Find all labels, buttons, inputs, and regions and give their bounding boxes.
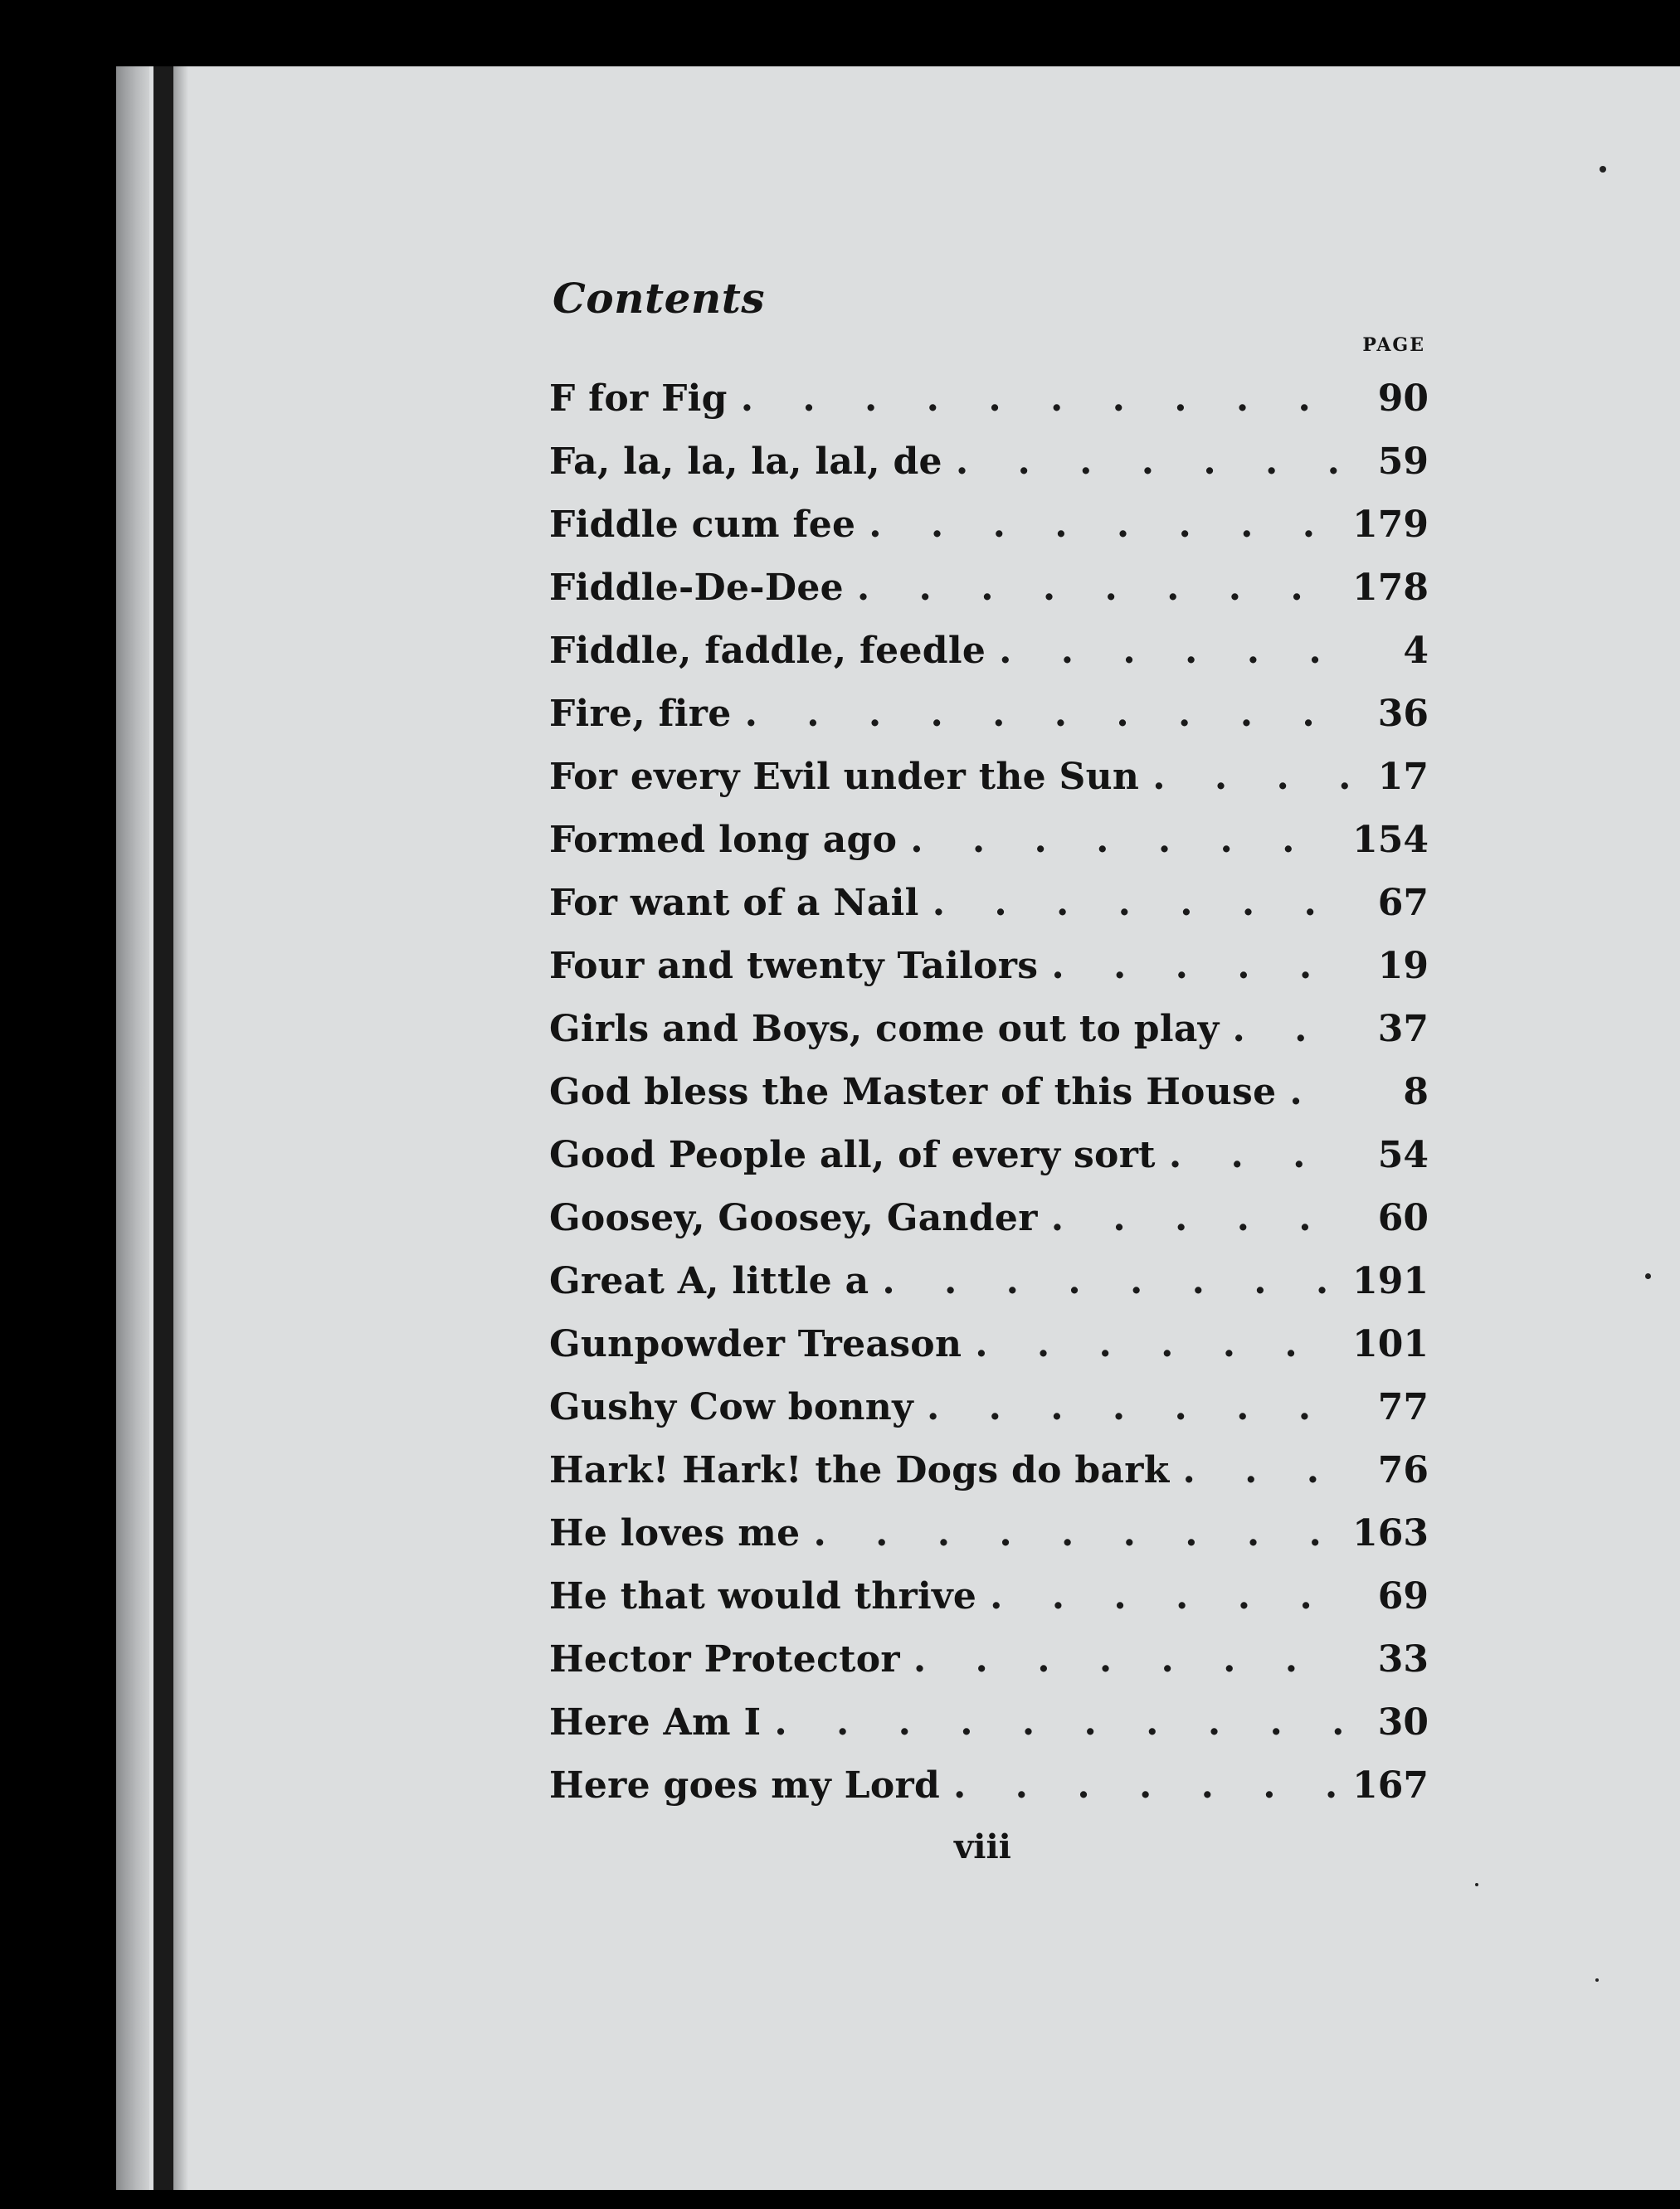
- entry-page-number: 19: [1377, 945, 1429, 987]
- entry-page-number: 36: [1377, 693, 1429, 735]
- binding-shadow: [173, 66, 188, 2190]
- dot-leader: [927, 1376, 1349, 1439]
- entry-page-number: 101: [1352, 1323, 1429, 1365]
- entry-title: He loves me: [549, 1512, 801, 1555]
- entry-page-number: 33: [1377, 1638, 1429, 1681]
- dot-leader: [1183, 1439, 1349, 1502]
- page-column-label: PAGE: [1362, 334, 1425, 356]
- contents-entry: [549, 494, 1429, 557]
- entry-page-number: 67: [1377, 882, 1429, 924]
- contents-entry: [549, 872, 1429, 935]
- dot-leader: [1233, 998, 1349, 1061]
- entry-title: For want of a Nail: [549, 882, 919, 924]
- dot-leader: [745, 683, 1349, 746]
- contents-entry: [549, 809, 1429, 872]
- binding-rule: [153, 66, 173, 2190]
- dot-leader: [910, 809, 1339, 872]
- entry-page-number: 54: [1377, 1134, 1429, 1176]
- table-of-contents: [549, 274, 1429, 1817]
- dot-leader: [990, 1565, 1349, 1628]
- contents-entry: [549, 1691, 1429, 1754]
- entry-title: God bless the Master of this House: [549, 1071, 1277, 1113]
- dot-leader: [975, 1313, 1339, 1376]
- contents-entry: [549, 1313, 1429, 1376]
- dot-leader: [869, 494, 1339, 557]
- dot-leader: [1169, 1124, 1349, 1187]
- entry-title: Here Am I: [549, 1701, 762, 1744]
- entry-title: For every Evil under the Sun: [549, 756, 1140, 798]
- entry-title: Fiddle-De-Dee: [549, 567, 844, 609]
- dot-leader: [999, 620, 1349, 683]
- entry-page-number: 163: [1352, 1512, 1429, 1555]
- contents-entry: [549, 557, 1429, 620]
- entry-page-number: 178: [1352, 567, 1429, 609]
- dot-leader: [774, 1691, 1349, 1754]
- entry-page-number: 69: [1377, 1575, 1429, 1618]
- contents-entry: [549, 1061, 1429, 1124]
- entry-title: Four and twenty Tailors: [549, 945, 1039, 987]
- dot-leader: [1051, 1187, 1349, 1250]
- dot-leader: [857, 557, 1339, 620]
- dot-leader: [933, 872, 1349, 935]
- entry-title: Here goes my Lord: [549, 1764, 941, 1807]
- contents-entry: [549, 1565, 1429, 1628]
- page-folio: viii: [954, 1827, 1011, 1866]
- entry-title: Fiddle, faddle, feedle: [549, 630, 986, 672]
- contents-entry: [549, 1628, 1429, 1691]
- contents-entry: [549, 1376, 1429, 1439]
- entry-title: Good People all, of every sort: [549, 1134, 1156, 1176]
- dust-speck: [1475, 1883, 1478, 1886]
- entry-title: F for Fig: [549, 377, 728, 420]
- contents-entry: [549, 1439, 1429, 1502]
- entry-title: Gunpowder Treason: [549, 1323, 962, 1365]
- entry-title: Fa, la, la, la, lal, de: [549, 440, 942, 483]
- contents-entry: [549, 367, 1429, 431]
- contents-entry: [549, 620, 1429, 683]
- entry-page-number: 59: [1377, 440, 1429, 483]
- entry-title: Girls and Boys, come out to play: [549, 1008, 1220, 1050]
- contents-entry: [549, 1124, 1429, 1187]
- entry-page-number: 8: [1403, 1071, 1429, 1113]
- entry-page-number: 154: [1352, 819, 1429, 861]
- contents-heading: Contents: [553, 274, 766, 323]
- dot-leader: [1152, 746, 1349, 809]
- entry-page-number: 17: [1377, 756, 1429, 798]
- entry-title: Hector Protector: [549, 1638, 900, 1681]
- entry-title: Fire, fire: [549, 693, 732, 735]
- dot-leader: [741, 367, 1349, 431]
- entry-title: Great A, little a: [549, 1260, 869, 1302]
- contents-entry: [549, 998, 1429, 1061]
- contents-entry: [549, 431, 1429, 494]
- dot-leader: [813, 1502, 1339, 1565]
- entry-page-number: 4: [1403, 630, 1429, 672]
- entry-page-number: 30: [1377, 1701, 1429, 1744]
- contents-entry: [549, 935, 1429, 998]
- binding-edge: [116, 66, 149, 2190]
- contents-entry: [549, 683, 1429, 746]
- dot-leader: [913, 1628, 1349, 1691]
- entry-page-number: 77: [1377, 1386, 1429, 1428]
- entry-title: Hark! Hark! the Dogs do bark: [549, 1449, 1170, 1491]
- dot-leader: [882, 1250, 1339, 1313]
- dot-leader: [1289, 1061, 1349, 1124]
- dot-leader: [1051, 935, 1349, 998]
- entry-title: Gushy Cow bonny: [549, 1386, 913, 1428]
- dust-speck: [1600, 166, 1606, 173]
- entry-title: Formed long ago: [549, 819, 898, 861]
- contents-list: [549, 367, 1429, 1817]
- entry-title: He that would thrive: [549, 1575, 977, 1618]
- contents-entry: [549, 1754, 1429, 1817]
- entry-title: Goosey, Goosey, Gander: [549, 1197, 1038, 1239]
- entry-title: Fiddle cum fee: [549, 504, 856, 546]
- entry-page-number: 37: [1377, 1008, 1429, 1050]
- dust-speck: [1645, 1273, 1651, 1279]
- entry-page-number: 167: [1352, 1764, 1429, 1807]
- dot-leader: [956, 431, 1349, 494]
- entry-page-number: 179: [1352, 504, 1429, 546]
- entry-page-number: 76: [1377, 1449, 1429, 1491]
- dot-leader: [953, 1754, 1339, 1817]
- contents-entry: [549, 1502, 1429, 1565]
- entry-page-number: 60: [1377, 1197, 1429, 1239]
- contents-entry: [549, 746, 1429, 809]
- contents-entry: [549, 1250, 1429, 1313]
- entry-page-number: 90: [1377, 377, 1429, 420]
- contents-entry: [549, 1187, 1429, 1250]
- dust-speck: [1595, 1978, 1599, 1982]
- entry-page-number: 191: [1352, 1260, 1429, 1302]
